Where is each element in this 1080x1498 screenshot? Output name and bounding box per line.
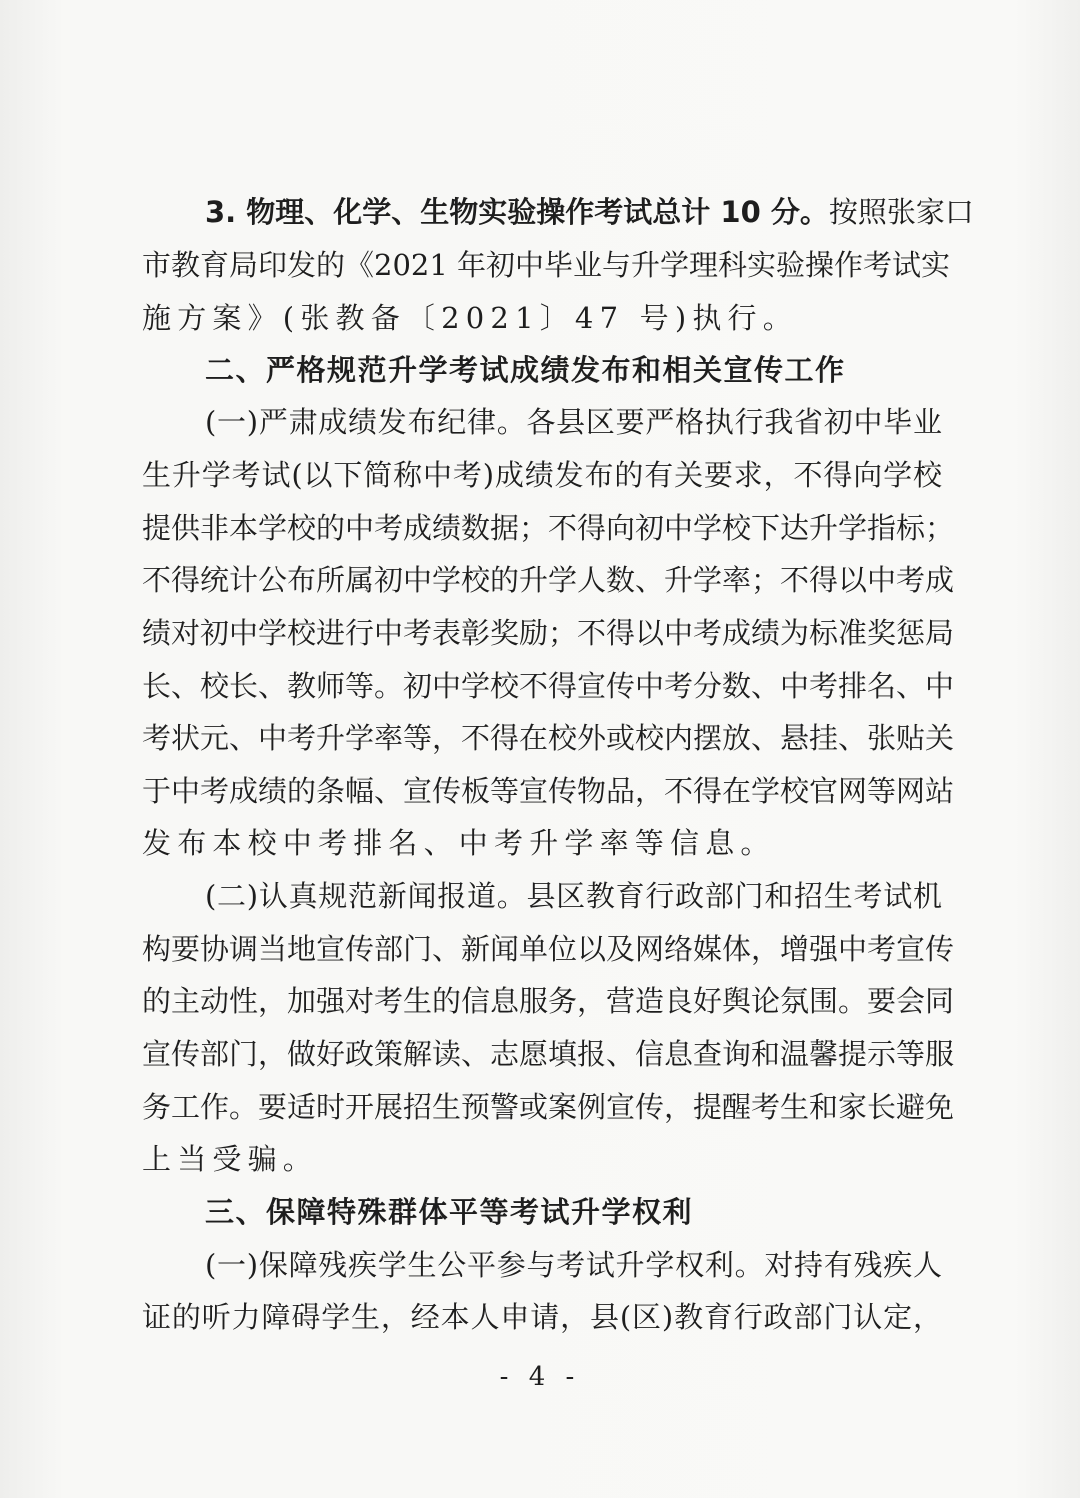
- paragraph-line: 务工作。要适时开展招生预警或案例宣传，提醒考生和家长避免: [142, 1090, 955, 1124]
- paragraph-line: 市教育局印发的《2021 年初中毕业与升学理科实验操作考试实: [142, 248, 951, 282]
- section-heading-3: 三、保障特殊群体平等考试升学权利: [205, 1195, 694, 1229]
- paragraph-line: 的主动性，加强对考生的信息服务，营造良好舆论氛围。要会同: [142, 984, 955, 1018]
- paragraph-line: 于中考成绩的条幅、宣传板等宣传物品，不得在学校官网等网站: [142, 774, 955, 808]
- paragraph-line: 生升学考试(以下简称中考)成绩发布的有关要求，不得向学校: [142, 458, 942, 492]
- paragraph-line: 宣传部门，做好政策解读、志愿填报、信息查询和温馨提示等服: [142, 1037, 955, 1071]
- paragraph-line: 提供非本学校的中考成绩数据；不得向初中学校下达升学指标；: [142, 511, 955, 545]
- paragraph-line: 考状元、中考升学率等，不得在校外或校内摆放、悬挂、张贴关: [142, 721, 955, 755]
- paragraph-line: [205, 192, 974, 232]
- line-text: 按照张家口: [828, 195, 974, 229]
- paragraph-line: 绩对初中学校进行中考表彰奖励；不得以中考成绩为标准奖惩局: [142, 616, 955, 650]
- bold-lead-text: 3. 物理、化学、生物实验操作考试总计 10 分。: [205, 195, 829, 229]
- paragraph-line: (一)严肃成绩发布纪律。各县区要严格执行我省初中毕业: [205, 405, 942, 439]
- paragraph-line: 施方案》(张教备〔2021〕47 号)执行。: [142, 301, 798, 335]
- page-number: - 4 -: [499, 1362, 581, 1392]
- paragraph-line: (二)认真规范新闻报道。县区教育行政部门和招生考试机: [205, 879, 942, 913]
- paragraph-line: 发布本校中考排名、中考升学率等信息。: [142, 826, 776, 860]
- paragraph-line: 构要协调当地宣传部门、新闻单位以及网络媒体，增强中考宣传: [142, 932, 955, 966]
- paragraph-line: 上当受骗。: [142, 1142, 319, 1176]
- paragraph-line: 证的听力障碍学生，经本人申请，县(区)教育行政部门认定，: [142, 1300, 942, 1334]
- paragraph-line: 长、校长、教师等。初中学校不得宣传中考分数、中考排名、中: [142, 669, 955, 703]
- paragraph-line: 不得统计公布所属初中学校的升学人数、升学率；不得以中考成: [142, 563, 955, 597]
- section-heading-2: 二、严格规范升学考试成绩发布和相关宣传工作: [205, 353, 846, 387]
- paragraph-line: (一)保障残疾学生公平参与考试升学权利。对持有残疾人: [205, 1248, 942, 1282]
